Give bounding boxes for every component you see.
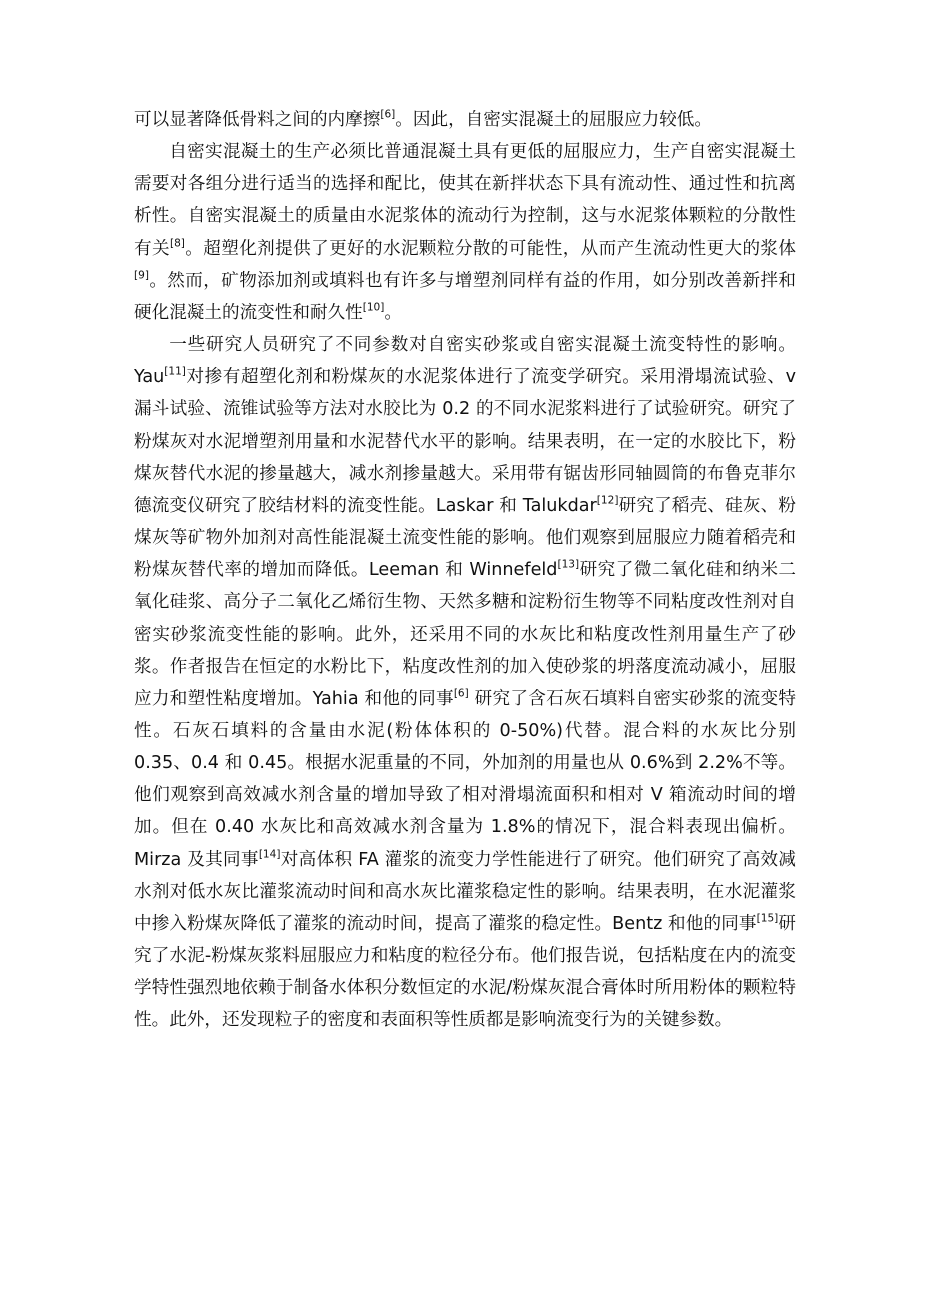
citation-ref: [13] xyxy=(557,558,580,571)
citation-ref: [11] xyxy=(164,365,186,378)
text-run: 可以显著降低骨料之间的内摩擦 xyxy=(134,110,381,130)
text-run: 研究了稻壳、硅灰、粉煤灰等矿物外加剂对高性能混凝土流变性能的影响。他们观察到屈服应力随着稻壳和粉煤灰替代率的增加而降低。Leeman 和 Winnefeld xyxy=(134,495,796,581)
citation-ref: [9] xyxy=(134,269,149,282)
body-text xyxy=(134,104,796,1037)
text-run: 。因此，自密实混凝土的屈服应力较低。 xyxy=(395,110,712,130)
text-run: 。超塑化剂提供了更好的水泥颗粒分散的可能性，从而产生流动性更大的浆体 xyxy=(184,238,796,259)
text-run: 对掺有超塑化剂和粉煤灰的水泥浆体进行了流变学研究。采用滑塌流试验、v 漏斗试验、流锥试验等方法对水胶比为 0.2 的不同水泥浆料进行了试验研究。研究了粉煤灰对水泥增塑剂用量和水泥替代水平的影响。结果表明，在一定的水胶比下，粉煤灰替代水泥的掺量越大，减水剂掺量越大。采用带有锯齿形同轴圆筒的布鲁克菲尔德流变仪研究了胶结材料的流变性能。Laskar 和 Talukdar xyxy=(134,367,796,516)
citation-ref: [10] xyxy=(362,301,385,314)
citation-ref: [6] xyxy=(453,687,469,700)
text-run: 自密实混凝土的生产必须比普通混凝土具有更低的屈服应力，生产自密实混凝土需要对各组分进行适当的选择和配比，使其在新拌状态下具有流动性、通过性和抗离析性。自密实混凝土的质量由水泥浆体的流动行为控制，这与水泥浆体颗粒的分散性有关 xyxy=(134,142,796,259)
text-run: 。然而，矿物添加剂或填料也有许多与增塑剂同样有益的作用，如分别改善新拌和硬化混凝土的流变性和耐久性 xyxy=(134,270,796,323)
text-run: 研究了水泥-粉煤灰浆料屈服应力和粘度的粒径分布。他们报告说，包括粘度在内的流变学特性强烈地依赖于制备水体积分数恒定的水泥/粉煤灰混合膏体时所用粉体的颗粒特性。此外，还发现粒子的密度和表面积等性质都是影响流变行为的关键参数。 xyxy=(134,913,796,1031)
citation-ref: [14] xyxy=(258,848,281,861)
paragraph xyxy=(134,136,796,329)
citation-ref: [12] xyxy=(596,494,619,507)
paragraph xyxy=(134,104,796,136)
text-run: 。 xyxy=(384,302,402,323)
citation-ref: [8] xyxy=(169,237,185,250)
citation-ref: [6] xyxy=(380,108,396,121)
text-run: 一些研究人员研究了不同参数对自密实砂浆或自密实混凝土流变特性的影响。Yau xyxy=(134,335,796,388)
citation-ref: [15] xyxy=(756,912,779,925)
text-run: 研究了含石灰石填料自密实砂浆的流变特性。石灰石填料的含量由水泥(粉体体积的 0-50%)代替。混合料的水灰比分别 0.35、0.4 和 0.45。根据水泥重量的不同，外加剂的用量也从 0.6%到 2.2%不等。他们观察到高效减水剂含量的增加导致了相对滑塌流面积和相对 V 箱流动时间的增加。但在 0.40 水灰比和高效减水剂含量为 1.8%的情况下，混合料表现出偏析。Mirza 及其同事 xyxy=(134,688,796,870)
paragraph xyxy=(134,329,796,1036)
text-run: 对高体积 FA 灌浆的流变力学性能进行了研究。他们研究了高效减水剂对低水灰比灌浆流动时间和高水灰比灌浆稳定性的影响。结果表明，在水泥灌浆中掺入粉煤灰降低了灌浆的流动时间，提高了灌浆的稳定性。Bentz 和他的同事 xyxy=(134,849,796,934)
text-run: 研究了微二氧化硅和纳米二氧化硅浆、高分子二氧化乙烯衍生物、天然多糖和淀粉衍生物等不同粘度改性剂对自密实砂浆流变性能的影响。此外，还采用不同的水灰比和粘度改性剂用量生产了砂浆。作者报告在恒定的水粉比下，粘度改性剂的加入使砂浆的坍落度流动减小，屈服应力和塑性粘度增加。Yahia 和他的同事 xyxy=(134,560,796,709)
